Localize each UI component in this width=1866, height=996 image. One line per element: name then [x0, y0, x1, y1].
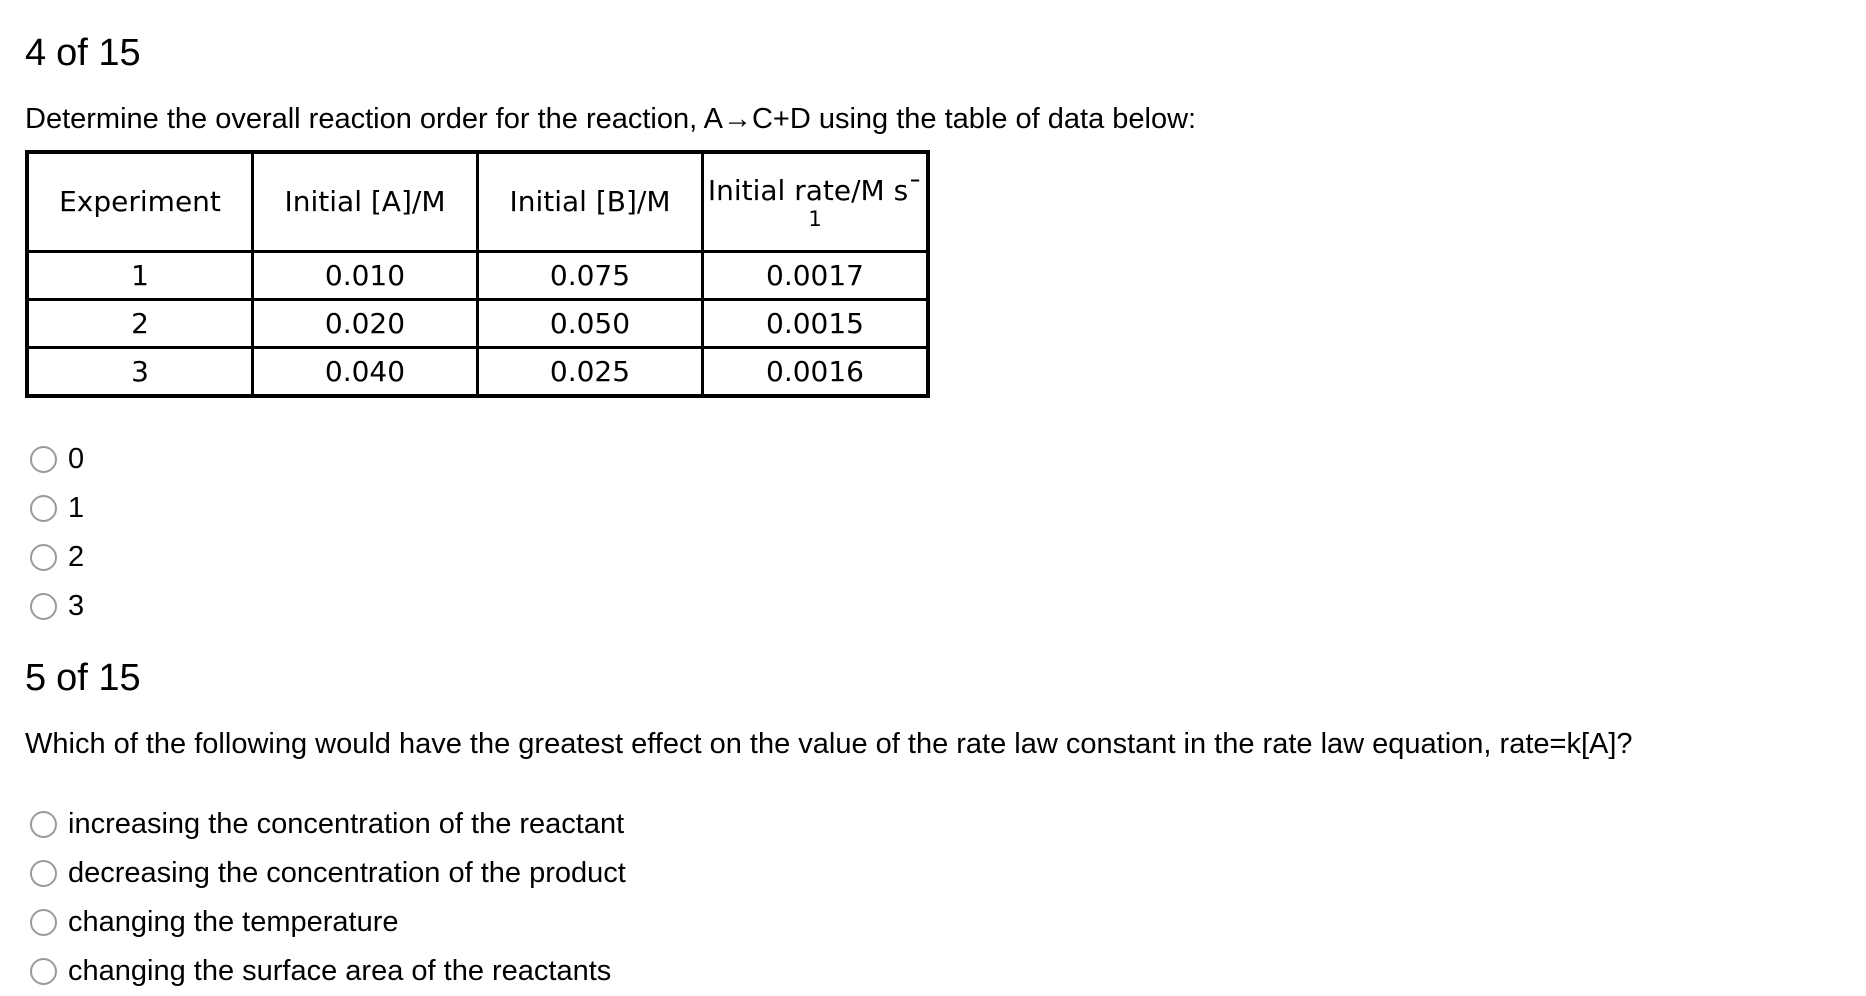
- radio-button[interactable]: [30, 909, 57, 936]
- option-label: 3: [68, 590, 85, 622]
- option-label: changing the temperature: [68, 906, 399, 938]
- table-cell: 0.0017: [703, 252, 929, 300]
- question-5: [25, 655, 1633, 987]
- table-cell: 2: [27, 300, 253, 348]
- answer-option-decrease-product[interactable]: [30, 849, 626, 898]
- table-cell: 0.040: [253, 348, 478, 397]
- answer-option-2[interactable]: [30, 533, 84, 582]
- table-cell: 0.075: [478, 252, 703, 300]
- answer-options: [30, 435, 84, 631]
- radio-button[interactable]: [30, 958, 57, 985]
- question-number: [25, 655, 1633, 701]
- question-text: Which of the following would have the greatest effect on the value of the rate law constant in the rate law equation, rate=k[A]?: [25, 728, 1633, 760]
- table-header-row: [27, 152, 928, 252]
- header-initial-rate-exponent: 1: [808, 207, 822, 231]
- radio-button[interactable]: [30, 446, 57, 473]
- option-label: 2: [68, 541, 85, 573]
- answer-option-increase-reactant[interactable]: [30, 800, 626, 849]
- table-cell: 0.0015: [703, 300, 929, 348]
- question-number-value: 4: [25, 32, 47, 74]
- radio-button[interactable]: [30, 593, 57, 620]
- answer-option-0[interactable]: [30, 435, 84, 484]
- table-cell: 0.050: [478, 300, 703, 348]
- radio-button[interactable]: [30, 495, 57, 522]
- table-cell: 0.010: [253, 252, 478, 300]
- question-total: of 15: [56, 32, 141, 74]
- header-initial-rate: [703, 152, 929, 252]
- answer-option-3[interactable]: [30, 582, 84, 631]
- table-cell: 0.025: [478, 348, 703, 397]
- answer-option-1[interactable]: [30, 484, 84, 533]
- table-row: [27, 348, 928, 397]
- question-4: [25, 30, 1197, 622]
- option-label: 1: [68, 492, 85, 524]
- option-label: changing the surface area of the reactants: [68, 955, 612, 987]
- header-initial-rate-label: Initial rate/M s¯: [707, 174, 923, 207]
- table-cell: 1: [27, 252, 253, 300]
- answer-option-surface-area[interactable]: [30, 947, 626, 996]
- question-number-value: 5: [25, 657, 47, 699]
- option-label: increasing the concentration of the reactant: [68, 808, 625, 840]
- answer-options: [30, 800, 626, 996]
- radio-button[interactable]: [30, 544, 57, 571]
- table-row: [27, 300, 928, 348]
- option-label: 0: [68, 443, 85, 475]
- data-table: [25, 150, 930, 398]
- question-total: of 15: [56, 657, 141, 699]
- question-text: Determine the overall reaction order for the reaction, A→C+D using the table of data below:: [25, 103, 1197, 135]
- header-initial-a: Initial [A]/M: [253, 152, 478, 252]
- option-label: decreasing the concentration of the product: [68, 857, 626, 889]
- table-cell: 3: [27, 348, 253, 397]
- table-row: [27, 252, 928, 300]
- header-initial-b: Initial [B]/M: [478, 152, 703, 252]
- question-number: [25, 30, 1196, 76]
- table-cell: 0.020: [253, 300, 478, 348]
- header-experiment: Experiment: [27, 152, 253, 252]
- answer-option-temperature[interactable]: [30, 898, 626, 947]
- table-cell: 0.0016: [703, 348, 929, 397]
- radio-button[interactable]: [30, 811, 57, 838]
- radio-button[interactable]: [30, 860, 57, 887]
